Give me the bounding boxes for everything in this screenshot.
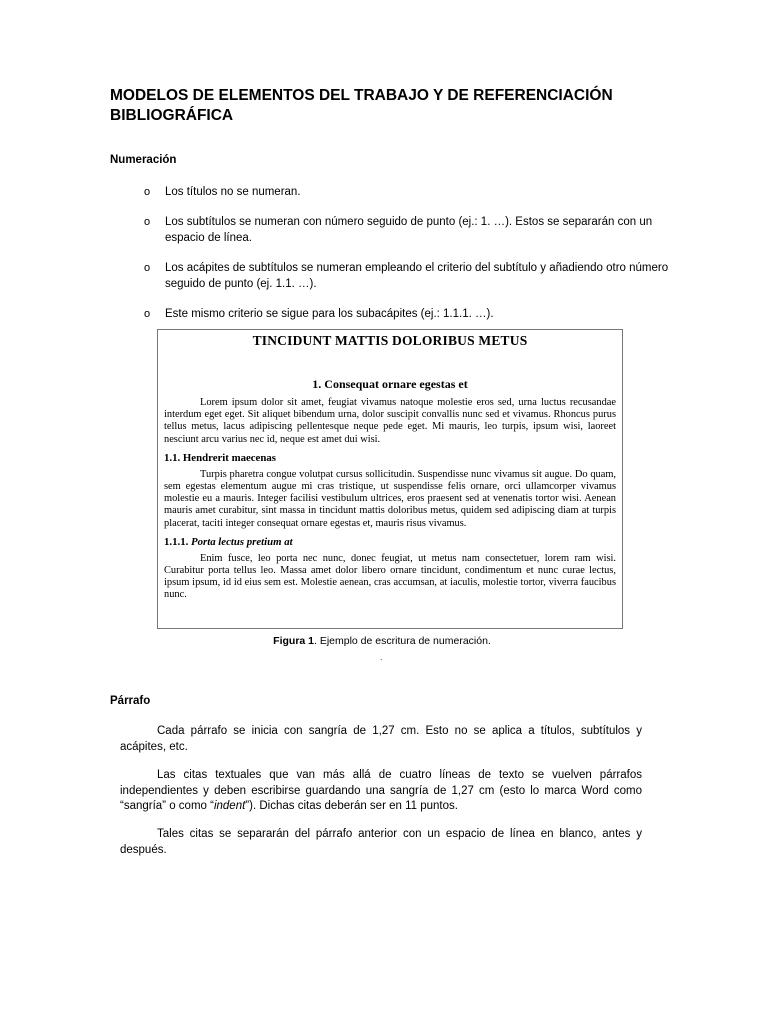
paragraph-italic-term: indent xyxy=(213,800,246,812)
circle-bullet-icon: o xyxy=(144,216,151,228)
section-heading-numeracion: Numeración xyxy=(110,154,177,166)
figure-subsubsection-heading xyxy=(164,536,616,548)
figure-subsection-heading: 1.1. Hendrerit maecenas xyxy=(164,451,276,464)
list-item-text: Los títulos no se numeran. xyxy=(165,186,301,198)
circle-bullet-icon: o xyxy=(144,308,151,320)
figure-caption-label: Figura 1 xyxy=(273,635,314,647)
figure-caption xyxy=(157,635,607,647)
numeracion-list xyxy=(140,184,670,322)
list-item xyxy=(140,260,670,292)
paragraph-text: Las citas textuales que van más allá de cuatro líneas de texto se vuelven párrafos independientes y deben escribirse guardando una sangría de 1,27 cm (esto lo marca Word como “sangría” o como “ xyxy=(120,769,642,812)
circle-bullet-icon: o xyxy=(144,262,151,274)
list-item xyxy=(140,214,670,246)
list-item-text: Este mismo criterio se sigue para los subacápites (ej.: 1.1.1. …). xyxy=(165,308,494,320)
list-item-text: Los acápites de subtítulos se numeran empleando el criterio del subtítulo y añadiendo otro número seguido de punto (ej. 1.1. …). xyxy=(165,262,669,290)
section-heading-parrafo: Párrafo xyxy=(110,695,151,707)
circle-bullet-icon: o xyxy=(144,186,151,198)
paragraph xyxy=(120,768,642,815)
stray-dot: . xyxy=(380,652,383,662)
paragraph xyxy=(120,827,642,858)
figure-subsubsection-title: Porta lectus pretium at xyxy=(191,535,293,548)
paragraph-text: Cada párrafo se inicia con sangría de 1,27 cm. Esto no se aplica a títulos, subtítulos y acápites, etc. xyxy=(120,725,642,753)
document-title: MODELOS DE ELEMENTOS DEL TRABAJO Y DE REFERENCIACIÓN BIBLIOGRÁFICA xyxy=(110,87,613,124)
figure-paragraph: Lorem ipsum dolor sit amet, feugiat vivamus natoque molestie eros sed, urna luctus recusandae interdum eget eget. Sit aliquet bibendum urna, dolor suscipit convallis nunc sed et vivamus. Rhoncus purus tellus metus, lacus adipiscing pellentesque neque pede eget. Mi mauris, leo turpis, ipsum wisi, laoreet nesciunt arcu varius nec id, neque est amet dui wisi. xyxy=(164,397,616,445)
figure-caption-text: . Ejemplo de escritura de numeración. xyxy=(314,635,491,647)
figure-title: TINCIDUNT MATTIS DOLORIBUS METUS xyxy=(252,333,528,348)
figure-paragraph: Turpis pharetra congue volutpat cursus sollicitudin. Suspendisse nunc vivamus sit augue. Do quam, sem egestas elementum augue mi cras tristique, ut suspendisse felis ornare, orci ullamcorper vivamus molestie eu a mauris. Integer facilisi vestibulum ultrices, eros praesent sed at venenatis tortor wisi. Aenean mauris amet curabitur, sint massa in tincidunt mattis doloribus metus, quidem sed adipiscing diam at turpis placerat, taciti integer consequat ornare egestas et, mauris risus vivamus. xyxy=(164,468,616,529)
paragraph-text: Tales citas se separarán del párrafo anterior con un espacio de línea en blanco, antes y después. xyxy=(120,828,642,856)
paragraph-text: ”). Dichas citas deberán ser en 11 puntos. xyxy=(245,800,458,812)
figure-paragraph: Enim fusce, leo porta nec nunc, donec feugiat, ut metus nam consectetuer, lorem ram wisi. Curabitur porta tellus leo. Massa amet dolor libero ornare tincidunt, condimentum et nunc curae lectus, ipsum ipsum, id id eius sem est. Molestie aenean, cras accumsan, at iaculis, molestie tortor, viverra faucibus nunc. xyxy=(164,552,616,601)
list-item xyxy=(140,184,670,200)
list-item-text: Los subtítulos se numeran con número seguido de punto (ej.: 1. …). Estos se separarán con un espacio de línea. xyxy=(165,216,653,244)
figure-section-heading: 1. Consequat ornare egestas et xyxy=(312,377,468,391)
list-item xyxy=(140,306,670,322)
paragraph xyxy=(120,724,642,755)
figure-subsubsection-number: 1.1.1. xyxy=(164,535,189,548)
figure-sample-page xyxy=(157,329,623,629)
